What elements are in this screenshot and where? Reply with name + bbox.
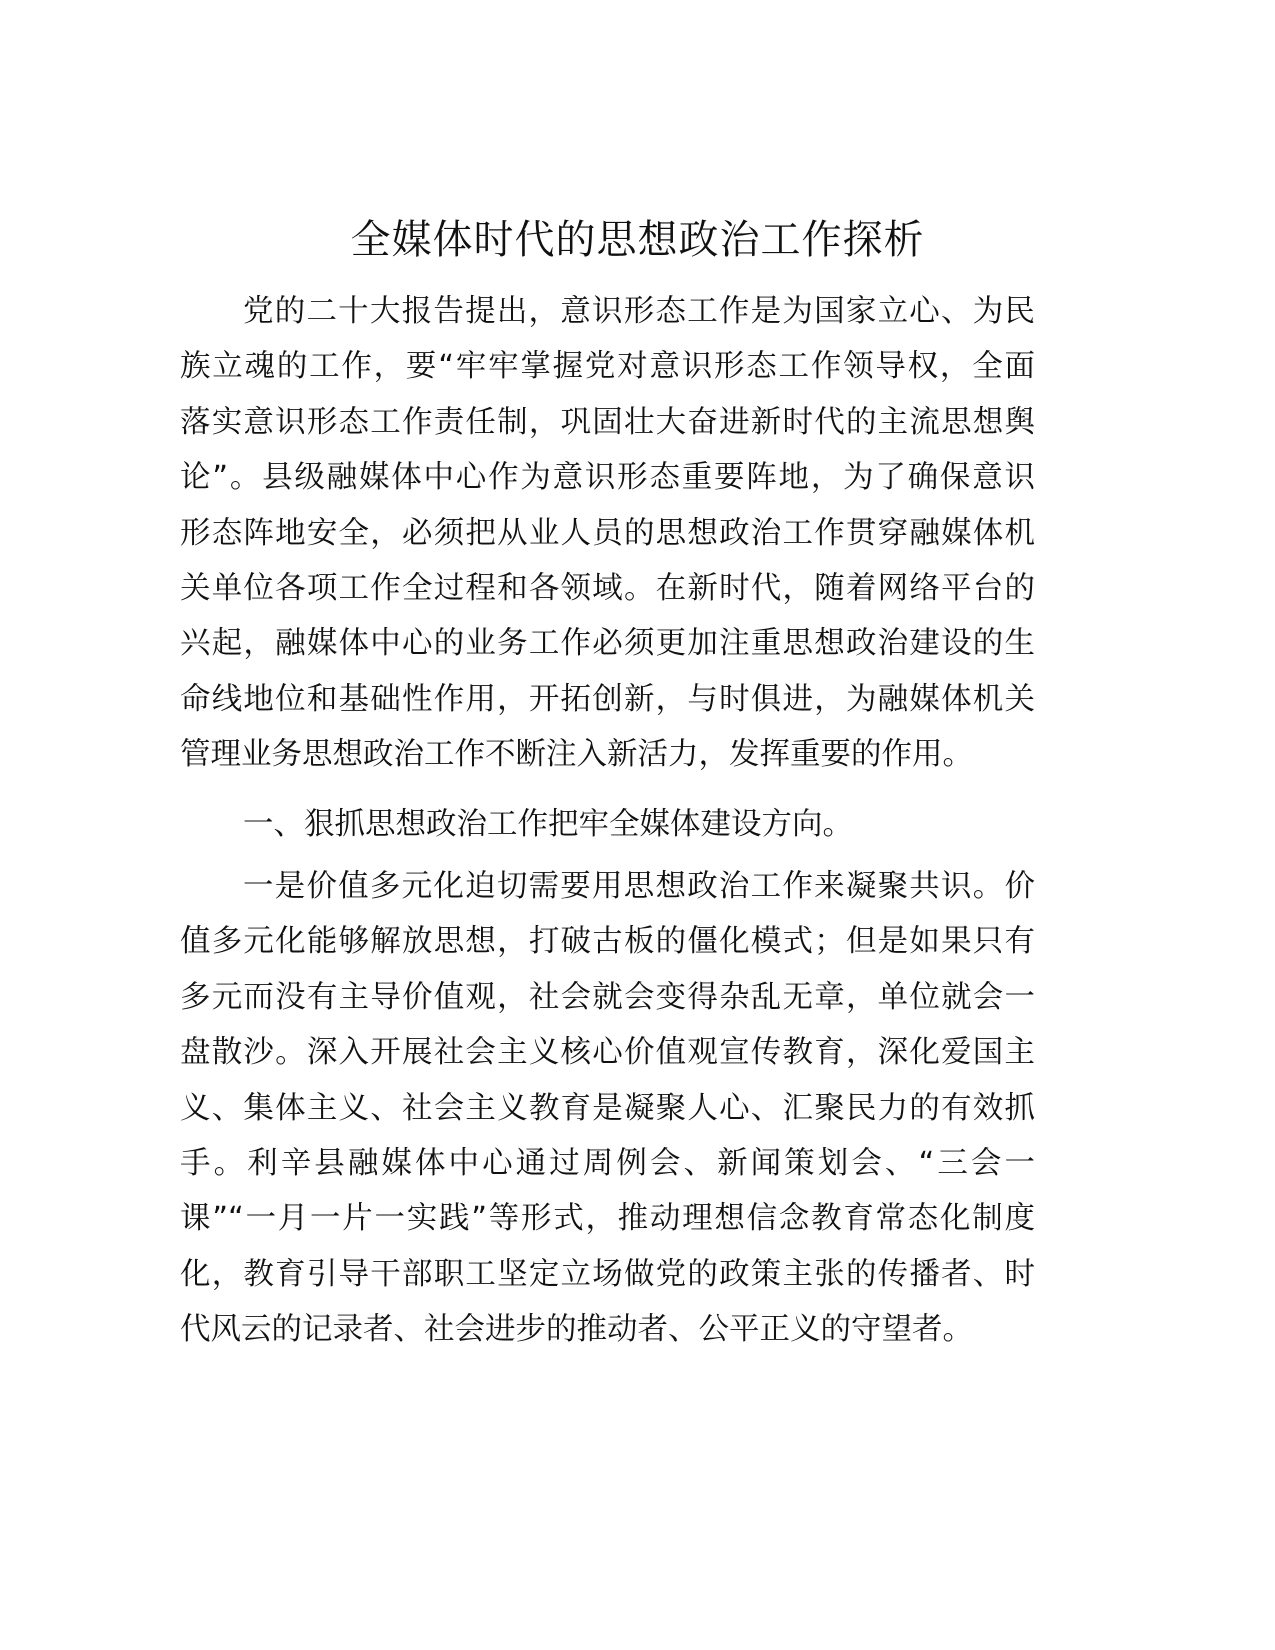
section-paragraph-line: 课”“一月一片一实践”等形式，推动理想信念教育常态化制度 (180, 1201, 1035, 1237)
intro-paragraph-line: 形态阵地安全，必须把从业人员的思想政治工作贯穿融媒体机 (180, 515, 1035, 551)
section-paragraph-line: 化，教育引导干部职工坚定立场做党的政策主张的传播者、时 (180, 1256, 1035, 1292)
section-paragraph-line: 手。利辛县融媒体中心通过周例会、新闻策划会、“三会一 (180, 1146, 1035, 1181)
intro-paragraph-line: 兴起，融媒体中心的业务工作必须更加注重思想政治建设的生 (180, 626, 1035, 662)
section-paragraph-line: 值多元化能够解放思想，打破古板的僵化模式；但是如果只有 (180, 924, 1035, 960)
intro-paragraph-line: 关单位各项工作全过程和各领域。在新时代，随着网络平台的 (180, 571, 1035, 606)
document-title: 全媒体时代的思想政治工作探析 (350, 217, 925, 263)
section-paragraph-line: 代风云的记录者、社会进步的推动者、公平正义的守望者。 (180, 1312, 973, 1348)
intro-paragraph-line: 落实意识形态工作责任制，巩固壮大奋进新时代的主流思想舆 (180, 404, 1035, 440)
section-paragraph-line: 多元而没有主导价值观，社会就会变得杂乱无章，单位就会一 (180, 979, 1035, 1015)
intro-paragraph-line: 命线地位和基础性作用，开拓创新，与时俱进，为融媒体机关 (180, 681, 1035, 717)
intro-paragraph-line: 党的二十大报告提出，意识形态工作是为国家立心、为民 (243, 294, 1035, 329)
section-paragraph-line: 义、集体主义、社会主义教育是凝聚人心、汇聚民力的有效抓 (180, 1090, 1035, 1126)
section-heading-line: 一、狠抓思想政治工作把牢全媒体建设方向。 (243, 807, 853, 842)
intro-paragraph-line: 论”。县级融媒体中心作为意识形态重要阵地，为了确保意识 (180, 460, 1035, 496)
intro-paragraph-line: 族立魂的工作，要“牢牢掌握党对意识形态工作领导权，全面 (180, 349, 1035, 385)
section-paragraph-line: 一是价值多元化迫切需要用思想政治工作来凝聚共识。价 (243, 869, 1035, 904)
intro-paragraph-line: 管理业务思想政治工作不断注入新活力，发挥重要的作用。 (180, 737, 973, 773)
section-paragraph-line: 盘散沙。深入开展社会主义核心价值观宣传教育，深化爱国主 (180, 1035, 1035, 1071)
